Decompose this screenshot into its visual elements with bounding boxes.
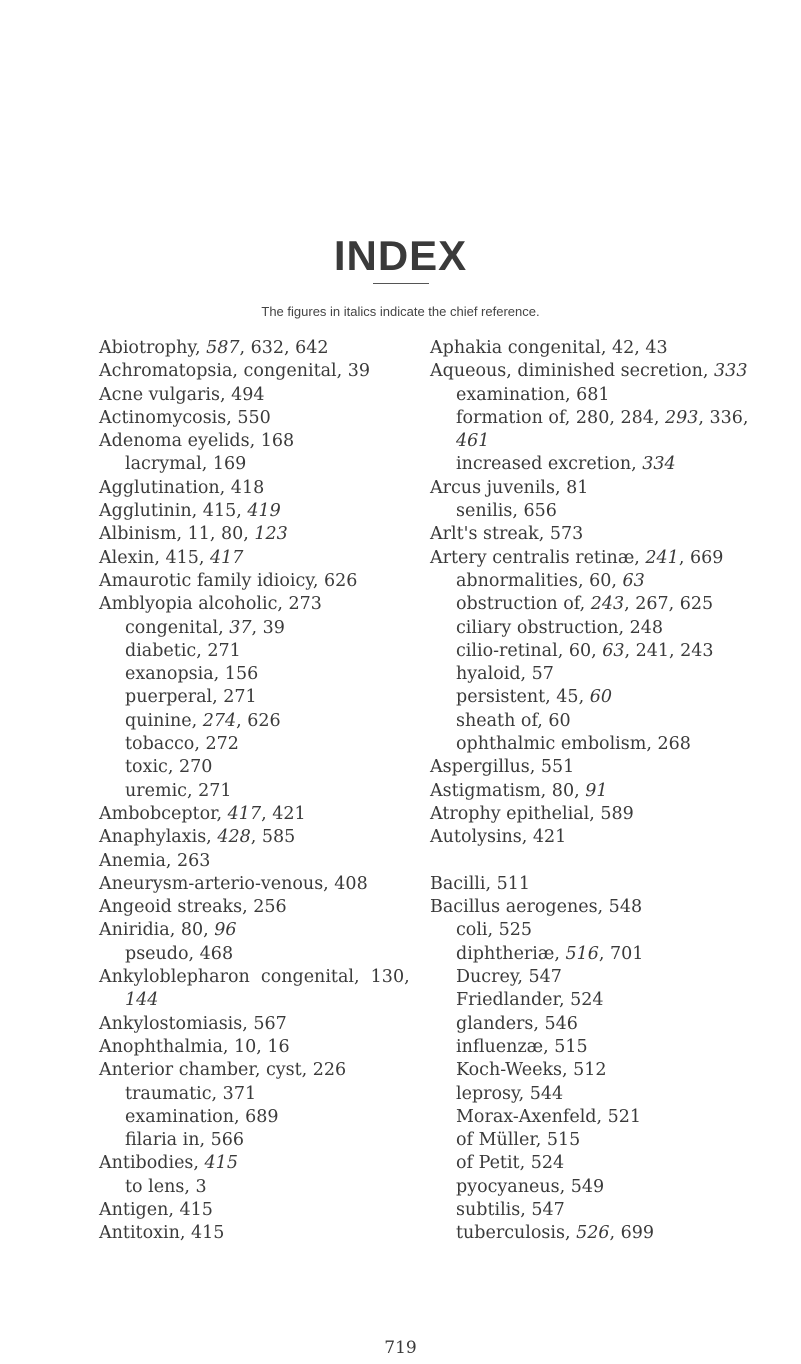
chief-reference-page: 60 xyxy=(589,687,612,708)
entry-text: Aspergillus, 551 xyxy=(430,757,575,778)
index-subentry xyxy=(430,663,770,686)
entry-text: Autolysins, 421 xyxy=(430,827,567,848)
entry-text: Aneurysm-arterio-venous, 408 xyxy=(99,873,368,894)
index-entry xyxy=(99,896,399,919)
index-entry xyxy=(99,523,399,546)
index-column-right xyxy=(430,337,770,1246)
index-entry xyxy=(430,756,770,779)
index-subentry xyxy=(99,617,399,640)
entry-text: Agglutination, 418 xyxy=(99,477,265,498)
index-subentry xyxy=(430,1199,770,1222)
index-entry xyxy=(99,593,399,616)
index-subentry xyxy=(99,640,399,663)
entry-text: to lens, 3 xyxy=(125,1176,207,1197)
chief-reference-page: 123 xyxy=(254,524,288,545)
entry-text: Koch-Weeks, 512 xyxy=(456,1060,607,1081)
index-entry xyxy=(99,547,399,570)
entry-text: formation of, 280, 284, xyxy=(456,407,665,428)
index-subentry xyxy=(430,384,770,407)
entry-text: quinine, xyxy=(125,710,203,731)
chief-reference-page: 37 xyxy=(229,617,252,638)
index-entry xyxy=(430,360,770,383)
entry-text: pyocyaneus, 549 xyxy=(456,1176,605,1197)
entry-text: Anemia, 263 xyxy=(99,850,211,871)
index-entry xyxy=(99,1222,399,1245)
index-entry-continuation xyxy=(430,430,770,453)
index-entry xyxy=(99,384,399,407)
index-entry xyxy=(99,966,410,989)
entry-text: uremic, 271 xyxy=(125,780,232,801)
index-entry xyxy=(99,1199,399,1222)
chief-reference-page: 428 xyxy=(217,827,251,848)
chief-reference-page: 63 xyxy=(622,570,645,591)
index-entry xyxy=(430,780,770,803)
entry-text: subtilis, 547 xyxy=(456,1199,565,1220)
entry-text: Anterior chamber, cyst, 226 xyxy=(99,1060,347,1081)
page-reference: , 421 xyxy=(261,803,306,824)
chief-reference-page: 241 xyxy=(645,547,679,568)
chief-reference-page: 96 xyxy=(214,920,237,941)
chief-reference-page: 587 xyxy=(206,338,240,358)
chief-reference-page: 333 xyxy=(714,361,748,382)
page-reference: , 669 xyxy=(678,547,724,568)
entry-text: exanopsia, 156 xyxy=(125,664,259,685)
entry-text: Achromatopsia, congenital, 39 xyxy=(99,361,371,382)
index-entry xyxy=(99,1036,399,1059)
index-subentry xyxy=(430,710,770,733)
index-entry xyxy=(99,850,399,873)
page-reference: , 626 xyxy=(236,710,281,731)
index-entry xyxy=(99,919,399,942)
index-entry xyxy=(99,873,399,896)
index-subentry xyxy=(99,1129,399,1152)
entry-text: sheath of, 60 xyxy=(456,710,571,731)
entry-text: examination, 681 xyxy=(456,384,610,405)
index-subentry xyxy=(430,500,770,523)
index-entry xyxy=(430,896,770,919)
entry-text: leprosy, 544 xyxy=(456,1083,564,1104)
entry-text: Astigmatism, 80, xyxy=(430,780,586,801)
chief-reference-page: 293 xyxy=(664,407,699,428)
index-subentry xyxy=(430,1036,770,1059)
entry-text: ciliary obstruction, 248 xyxy=(456,617,663,638)
page-reference: , 699 xyxy=(609,1223,655,1244)
entry-text: ophthalmic embolism, 268 xyxy=(456,734,691,755)
entry-text: Abiotrophy, xyxy=(99,338,207,358)
index-subentry xyxy=(430,733,770,756)
entry-text: Aniridia, 80, xyxy=(99,920,215,941)
italics-note: The figures in italics indicate the chief reference. xyxy=(261,304,540,319)
page-reference: , 701 xyxy=(598,943,644,964)
index-entry xyxy=(430,873,770,896)
index-subentry xyxy=(430,1083,770,1106)
entry-text: Atrophy epithelial, 589 xyxy=(430,803,634,824)
entry-text: Ankyloblepharon congenital, 130, xyxy=(99,967,410,988)
index-subentry xyxy=(430,1222,770,1245)
index-subentry xyxy=(430,966,770,989)
index-subentry xyxy=(430,686,770,709)
index-entry xyxy=(99,1013,399,1036)
index-subentry xyxy=(99,710,399,733)
title-rule xyxy=(373,283,429,284)
entry-text: Amaurotic family idioicy, 626 xyxy=(99,570,358,591)
entry-text: diabetic, 271 xyxy=(125,640,241,661)
index-entry xyxy=(430,477,770,500)
index-entry xyxy=(99,803,399,826)
index-subentry xyxy=(430,570,770,593)
index-subentry xyxy=(99,686,399,709)
index-column-left xyxy=(99,337,410,1246)
index-subentry xyxy=(430,1059,770,1082)
page-reference: , 267, 625 xyxy=(624,594,714,615)
index-entry xyxy=(430,523,770,546)
entry-text: Actinomycosis, 550 xyxy=(99,407,271,428)
entry-text: Antigen, 415 xyxy=(99,1199,213,1220)
entry-text: Morax-Axenfeld, 521 xyxy=(456,1106,642,1127)
page-reference: , 632, 642 xyxy=(239,338,329,358)
index-entry xyxy=(430,547,770,570)
index-entry-continuation xyxy=(99,989,399,1012)
chief-reference-page: 419 xyxy=(247,501,281,522)
entry-text: hyaloid, 57 xyxy=(456,664,554,685)
entry-text: Agglutinin, 415, xyxy=(99,501,248,522)
chief-reference-page: 144 xyxy=(125,990,159,1011)
index-subentry xyxy=(430,1106,770,1129)
entry-text: Ambobceptor, xyxy=(99,803,228,824)
index-subentry xyxy=(430,1013,770,1036)
entry-text: influenzæ, 515 xyxy=(456,1036,588,1057)
entry-text: lacrymal, 169 xyxy=(125,454,247,475)
page-reference: , 241, 243 xyxy=(624,640,714,661)
index-entry xyxy=(99,1152,399,1175)
entry-text: tuberculosis, xyxy=(456,1223,577,1244)
index-entry xyxy=(99,500,399,523)
index-subentry xyxy=(430,943,770,966)
entry-text: congenital, xyxy=(125,617,230,638)
entry-text: Ducrey, 547 xyxy=(456,967,562,988)
page-reference: , 585 xyxy=(250,827,296,848)
index-subentry xyxy=(430,593,770,616)
index-entry xyxy=(430,826,770,849)
entry-text: Alexin, 415, xyxy=(99,547,210,568)
index-subentry xyxy=(430,1176,770,1199)
entry-text: Arlt's streak, 573 xyxy=(430,524,584,545)
index-subentry xyxy=(430,1129,770,1152)
entry-text: Albinism, 11, 80, xyxy=(99,524,255,545)
index-subentry xyxy=(99,1176,399,1199)
index-entry xyxy=(99,826,399,849)
entry-text: Bacillus aerogenes, 548 xyxy=(430,897,643,918)
chief-reference-page: 415 xyxy=(204,1153,238,1174)
index-subentry xyxy=(430,1152,770,1175)
entry-text: diphtheriæ, xyxy=(456,943,566,964)
index-subentry xyxy=(430,640,770,663)
index-entry xyxy=(99,407,399,430)
index-entry xyxy=(430,337,770,360)
index-subentry xyxy=(99,943,399,966)
chief-reference-page: 334 xyxy=(642,454,676,475)
entry-text: Bacilli, 511 xyxy=(430,873,531,894)
entry-text: Anophthalmia, 10, 16 xyxy=(99,1036,290,1057)
page-number: 719 xyxy=(384,1338,417,1358)
index-subentry xyxy=(430,989,770,1012)
chief-reference-page: 63 xyxy=(602,640,625,661)
entry-text: obstruction of, xyxy=(456,594,591,615)
chief-reference-page: 91 xyxy=(585,780,608,801)
entry-text: Acne vulgaris, 494 xyxy=(99,384,265,405)
index-subentry xyxy=(99,1083,399,1106)
entry-text: toxic, 270 xyxy=(125,757,213,778)
chief-reference-page: 417 xyxy=(209,547,244,568)
chief-reference-page: 461 xyxy=(456,431,490,452)
entry-text: of Müller, 515 xyxy=(456,1130,581,1151)
entry-text: Aqueous, diminished secretion, xyxy=(430,361,715,382)
index-subentry xyxy=(430,453,770,476)
index-subentry xyxy=(99,1106,399,1129)
index-entry xyxy=(99,430,399,453)
entry-text: Aphakia congenital, 42, 43 xyxy=(430,338,668,358)
entry-text: tobacco, 272 xyxy=(125,734,239,755)
entry-text: Artery centralis retinæ, xyxy=(430,547,646,568)
index-entry xyxy=(99,1059,399,1082)
entry-text: increased excretion, xyxy=(456,454,643,475)
entry-text: glanders, 546 xyxy=(456,1013,578,1034)
entry-text: cilio-retinal, 60, xyxy=(456,640,603,661)
entry-text: Ankylostomiasis, 567 xyxy=(99,1013,287,1034)
entry-text: coli, 525 xyxy=(456,920,533,941)
chief-reference-page: 526 xyxy=(576,1223,610,1244)
entry-text: abnormalities, 60, xyxy=(456,570,623,591)
page-reference: , 336, xyxy=(698,407,749,428)
entry-text: filaria in, 566 xyxy=(125,1130,245,1151)
index-subentry xyxy=(99,733,399,756)
index-subentry xyxy=(430,919,770,942)
index-subentry xyxy=(99,453,399,476)
entry-text: of Petit, 524 xyxy=(456,1153,565,1174)
index-subentry xyxy=(99,780,399,803)
index-subentry xyxy=(430,407,770,430)
entry-text: puerperal, 271 xyxy=(125,687,257,708)
chief-reference-page: 243 xyxy=(590,594,625,615)
index-entry xyxy=(99,570,399,593)
entry-text: senilis, 656 xyxy=(456,501,557,522)
entry-text: Friedlander, 524 xyxy=(456,990,604,1011)
index-entry xyxy=(430,803,770,826)
entry-text: examination, 689 xyxy=(125,1106,279,1127)
entry-text: Amblyopia alcoholic, 273 xyxy=(99,594,322,615)
entry-text: Antibodies, xyxy=(99,1153,205,1174)
index-entry xyxy=(99,360,399,383)
index-subentry xyxy=(430,617,770,640)
entry-text: pseudo, 468 xyxy=(125,943,234,964)
entry-text: Antitoxin, 415 xyxy=(99,1223,225,1244)
chief-reference-page: 516 xyxy=(565,943,599,964)
entry-text: Arcus juvenils, 81 xyxy=(430,477,589,498)
entry-text: persistent, 45, xyxy=(456,687,590,708)
page-reference: , 39 xyxy=(251,617,285,638)
index-subentry xyxy=(99,663,399,686)
entry-text: Adenoma eyelids, 168 xyxy=(99,431,295,452)
index-entry xyxy=(99,477,399,500)
index-entry xyxy=(99,337,399,360)
entry-text: Angeoid streaks, 256 xyxy=(99,897,287,918)
chief-reference-page: 417 xyxy=(227,803,262,824)
entry-text: traumatic, 371 xyxy=(125,1083,257,1104)
page-title: INDEX xyxy=(333,232,468,279)
chief-reference-page: 274 xyxy=(202,710,237,731)
entry-text: Anaphylaxis, xyxy=(99,827,218,848)
index-subentry xyxy=(99,756,399,779)
